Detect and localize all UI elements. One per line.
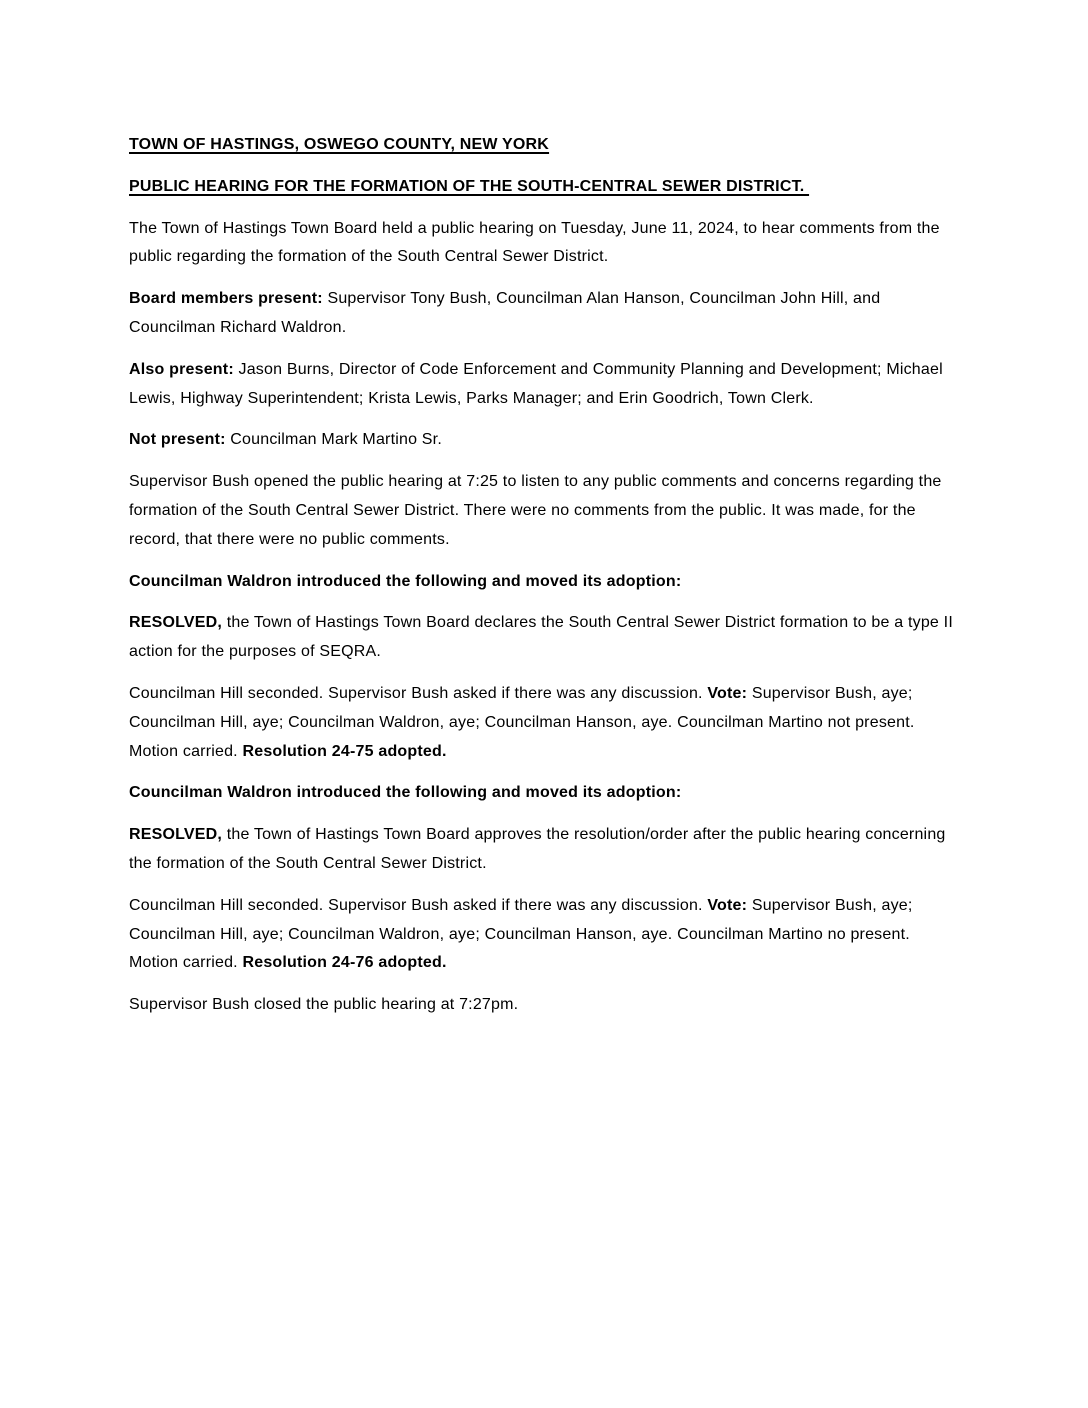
text-run: Councilman Hill seconded. Supervisor Bush asked if there was any discussion. <box>129 684 708 702</box>
text-run-bold: RESOLVED, <box>129 826 223 844</box>
para-motion-1-intro <box>129 568 959 597</box>
text-run-bold: Vote: <box>707 896 748 914</box>
para-hearing-closed <box>129 991 959 1020</box>
heading-public-hearing <box>129 173 959 202</box>
text-run: the Town of Hastings Town Board declares the South Central Sewer District formation to be a type II action for the purposes of SEQRA. <box>129 614 953 661</box>
heading-town <box>129 131 959 160</box>
text-run: Councilman Hill seconded. Supervisor Bush asked if there was any discussion. <box>129 896 708 914</box>
para-vote-1 <box>129 680 959 766</box>
para-vote-2 <box>129 892 959 978</box>
text-run-bold: RESOLVED, <box>129 614 223 632</box>
text-run-bold: Also present: <box>129 360 234 378</box>
text-run: Supervisor Bush closed the public hearing at 7:27pm. <box>129 996 519 1014</box>
document-body <box>129 131 959 1020</box>
text-run-bold: Councilman Waldron introduced the following and moved its adoption: <box>129 784 682 802</box>
text-run: Supervisor Bush opened the public hearing at 7:25 to listen to any public comments and concerns regarding the formation of the South Central Sewer District. There were no comments from the public. It was made, for the record, that there were no public comments. <box>129 473 942 548</box>
para-not-present <box>129 426 959 455</box>
para-motion-2-intro <box>129 779 959 808</box>
text-run: Jason Burns, Director of Code Enforcement and Community Planning and Development; Michael Lewis, Highway Superintendent; Krista Lewis, Parks Manager; and Erin Goodrich, Town Clerk. <box>129 360 943 407</box>
text-run: Supervisor Tony Bush, Councilman Alan Hanson, Councilman John Hill, and Councilman Richard Waldron. <box>129 290 881 336</box>
text-run: Councilman Mark Martino Sr. <box>225 431 442 449</box>
text-run-bold: Vote: <box>707 684 748 702</box>
para-intro <box>129 215 959 273</box>
heading-town-text: TOWN OF HASTINGS, OSWEGO COUNTY, NEW YORK <box>129 136 550 153</box>
para-board-members <box>129 285 959 343</box>
text-run: the Town of Hastings Town Board approves the resolution/order after the public hearing concerning the formation of the South Central Sewer District. <box>129 826 946 872</box>
para-resolved-2 <box>129 821 959 879</box>
para-resolved-1 <box>129 609 959 667</box>
text-run-bold: Board members present: <box>129 290 323 308</box>
text-run-bold: Resolution 24-75 adopted. <box>242 742 447 760</box>
text-run-bold: Not present: <box>129 431 226 449</box>
text-run: Supervisor Bush, aye; Councilman Hill, aye; Councilman Waldron, aye; Councilman Hanson, aye. Councilman Martino not present. Motion carried. <box>129 684 915 760</box>
para-also-present <box>129 356 959 414</box>
text-run-bold: Councilman Waldron introduced the following and moved its adoption: <box>129 572 682 590</box>
heading-public-hearing-text: PUBLIC HEARING FOR THE FORMATION OF THE SOUTH-CENTRAL SEWER DISTRICT. <box>129 177 810 195</box>
para-hearing-opened <box>129 468 959 554</box>
text-run: Supervisor Bush, aye; Councilman Hill, aye; Councilman Waldron, aye; Councilman Hanson, aye. Councilman Martino no present. Motion carried. <box>129 896 913 972</box>
text-run: The Town of Hastings Town Board held a public hearing on Tuesday, June 11, 2024, to hear comments from the public regarding the formation of the South Central Sewer District. <box>129 219 940 266</box>
text-run-bold: Resolution 24-76 adopted. <box>242 954 447 972</box>
